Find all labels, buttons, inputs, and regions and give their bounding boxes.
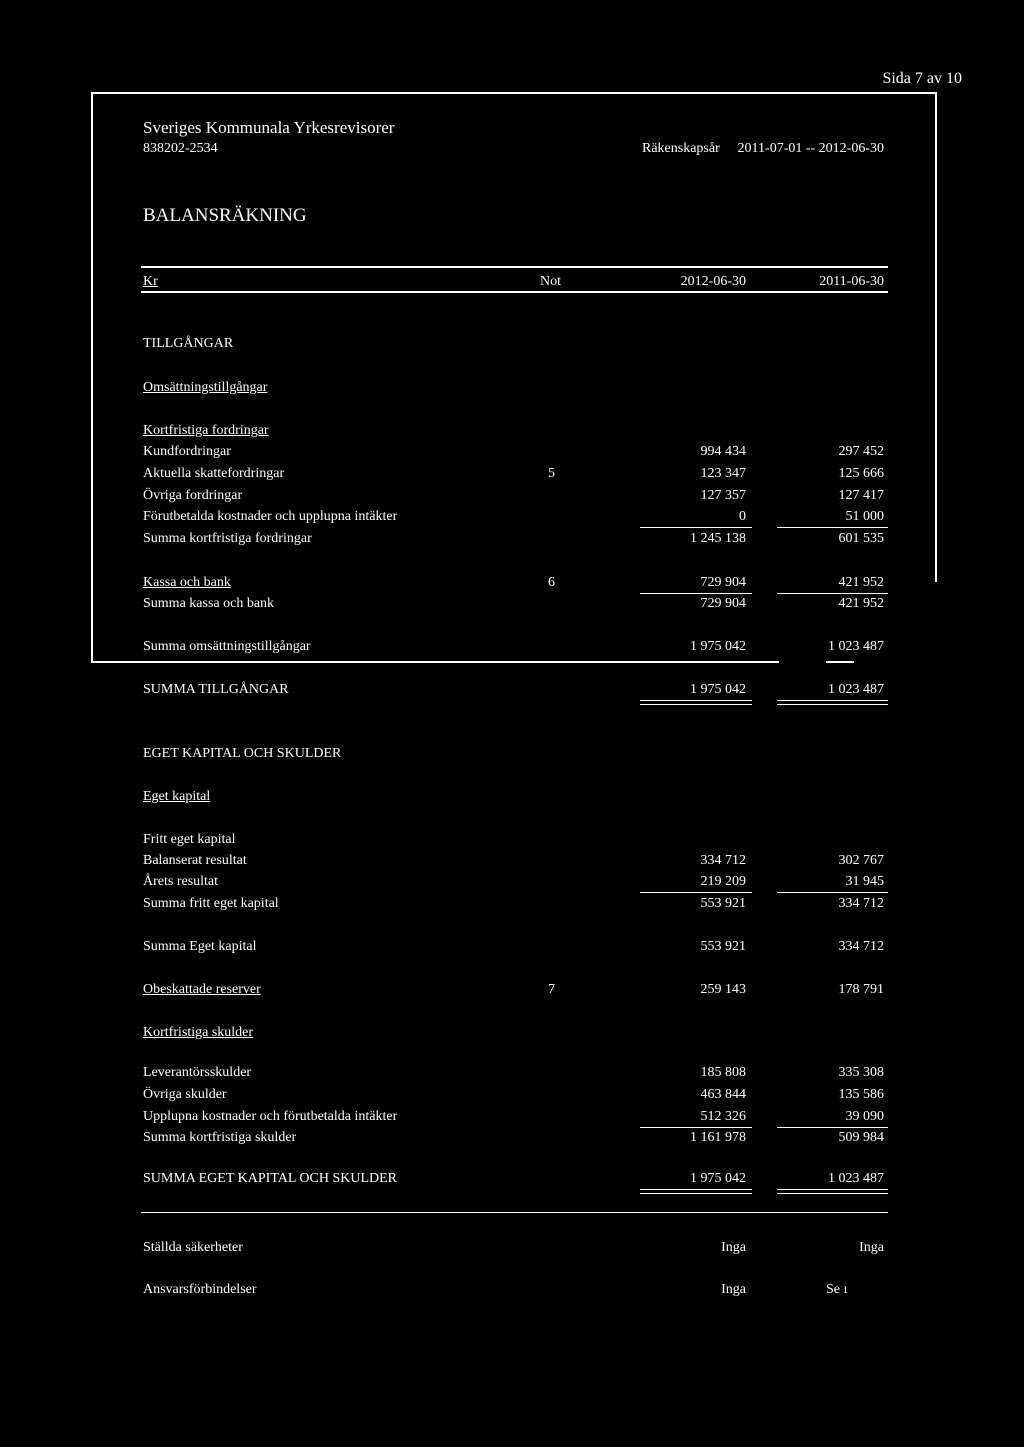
row-value-2011: 302 767	[838, 853, 884, 868]
row-eget-kapital: Eget kapital	[143, 789, 211, 804]
row-label: Kundfordringar	[143, 444, 231, 459]
row-value-2012: 259 143	[700, 982, 746, 997]
row-value-2011: 334 712	[838, 896, 884, 911]
fiscal-year-label: Räkenskapsår	[642, 141, 720, 156]
org-name: Sveriges Kommunala Yrkesrevisorer	[143, 118, 395, 137]
row-value-2012: 512 326	[700, 1109, 746, 1124]
subtotal-rule	[777, 593, 888, 594]
frame-bottom	[91, 661, 779, 663]
document-title: BALANSRÄKNING	[143, 205, 307, 226]
row-note: 7	[548, 982, 555, 997]
row-label: Övriga fordringar	[143, 488, 243, 503]
row-label: Summa Eget kapital	[143, 939, 257, 954]
fiscal-year-value: 2011-07-01 -- 2012-06-30	[737, 141, 884, 156]
row-label: Summa fritt eget kapital	[143, 896, 279, 911]
column-header-rule-top	[141, 266, 888, 268]
row-value-2011: 178 791	[838, 982, 884, 997]
col-header-2011: 2011-06-30	[819, 274, 884, 289]
total-double-rule	[640, 700, 752, 701]
row-eget-kapital-och-skulder: EGET KAPITAL OCH SKULDER	[143, 746, 342, 761]
row-value-2011: 135 586	[838, 1087, 884, 1102]
row-value-2011: 601 535	[838, 531, 884, 546]
total-double-rule	[777, 1193, 888, 1194]
row-value-2012: 994 434	[700, 444, 746, 459]
row-label: Summa kortfristiga fordringar	[143, 531, 312, 546]
row-omsattningstillgangar: Omsättningstillgångar	[143, 380, 268, 395]
row-value-2011: 127 417	[838, 488, 884, 503]
row-label: Balanserat resultat	[143, 853, 247, 868]
row-value-2011: 31 945	[845, 874, 884, 889]
col-header-note: Not	[540, 274, 561, 289]
row-kortfristiga-skulder: Kortfristiga skulder	[143, 1025, 254, 1040]
row-tillgangar: TILLGÅNGAR	[143, 336, 234, 351]
col-header-label: Kr	[143, 274, 158, 289]
row-value-2012: 553 921	[700, 896, 746, 911]
row-label: Summa kortfristiga skulder	[143, 1130, 297, 1145]
total-double-rule	[777, 1189, 888, 1190]
row-note: 6	[548, 575, 555, 590]
subtotal-rule	[777, 892, 888, 893]
row-value-2012: 1 975 042	[690, 1171, 746, 1186]
org-number: 838202-2534	[143, 141, 218, 156]
section-separator	[141, 1212, 888, 1213]
row-value-2012: Inga	[721, 1282, 746, 1297]
row-label: SUMMA EGET KAPITAL OCH SKULDER	[143, 1171, 398, 1186]
row-value-2012: 729 904	[700, 596, 746, 611]
row-value-2011: 51 000	[845, 509, 884, 524]
subtotal-rule	[777, 527, 888, 528]
row-value-2011: 334 712	[838, 939, 884, 954]
total-double-rule	[640, 1193, 752, 1194]
row-label: Ställda säkerheter	[143, 1240, 243, 1255]
row-value-2012: 127 357	[700, 488, 746, 503]
subtotal-rule	[777, 1127, 888, 1128]
row-value-2011: 421 952	[838, 575, 884, 590]
row-value-2012: Inga	[721, 1240, 746, 1255]
total-double-rule	[640, 1189, 752, 1190]
row-value-2012: 1 975 042	[690, 639, 746, 654]
column-header-rule-bottom	[141, 291, 888, 293]
row-value-2012: 123 347	[700, 466, 746, 481]
subtotal-rule	[640, 593, 752, 594]
row-label: Ansvarsförbindelser	[143, 1282, 257, 1297]
row-label: Summa kassa och bank	[143, 596, 275, 611]
row-label: Leverantörsskulder	[143, 1065, 252, 1080]
row-fritt-eget-kapital: Fritt eget kapital	[143, 832, 236, 847]
page-indicator: Sida 7 av 10	[882, 70, 962, 87]
row-value-2011: 39 090	[845, 1109, 884, 1124]
row-value-2012: 1 975 042	[690, 682, 746, 697]
row-value-2011: 125 666	[838, 466, 884, 481]
row-value-2012: 334 712	[700, 853, 746, 868]
row-value-2012: 1 161 978	[690, 1130, 746, 1145]
frame-bottom-fragment	[826, 661, 854, 663]
row-value-2011: Se ı	[826, 1282, 848, 1297]
row-value-2011: 335 308	[838, 1065, 884, 1080]
row-note: 5	[548, 466, 555, 481]
row-label: Obeskattade reserver	[143, 982, 261, 997]
row-value-2011: 509 984	[838, 1130, 884, 1145]
row-value-2011: 297 452	[838, 444, 884, 459]
row-kortfristiga-fordringar: Kortfristiga fordringar	[143, 423, 269, 438]
row-value-2012: 463 844	[700, 1087, 746, 1102]
row-value-2011: 1 023 487	[828, 1171, 884, 1186]
row-value-2012: 729 904	[700, 575, 746, 590]
subtotal-rule	[640, 1127, 752, 1128]
col-header-2012: 2012-06-30	[680, 274, 746, 289]
row-value-2011: 1 023 487	[828, 682, 884, 697]
row-value-2012: 1 245 138	[690, 531, 746, 546]
frame-right	[935, 92, 937, 582]
row-label: Förutbetalda kostnader och upplupna intäkter	[143, 509, 398, 524]
row-value-2012: 185 808	[700, 1065, 746, 1080]
row-label: Årets resultat	[143, 874, 219, 889]
row-value-2011: 1 023 487	[828, 639, 884, 654]
total-double-rule	[777, 704, 888, 705]
row-value-2012: 553 921	[700, 939, 746, 954]
row-label: Kassa och bank	[143, 575, 231, 590]
row-value-2011: Inga	[859, 1240, 884, 1255]
row-value-2012: 219 209	[700, 874, 746, 889]
row-label: Aktuella skattefordringar	[143, 466, 285, 481]
row-value-2012: 0	[739, 509, 746, 524]
row-label: Summa omsättningstillgångar	[143, 639, 311, 654]
frame-left	[91, 92, 93, 662]
subtotal-rule	[640, 527, 752, 528]
total-double-rule	[777, 700, 888, 701]
subtotal-rule	[640, 892, 752, 893]
row-label: SUMMA TILLGÅNGAR	[143, 682, 289, 697]
total-double-rule	[640, 704, 752, 705]
frame-top	[91, 92, 937, 94]
row-value-2011: 421 952	[838, 596, 884, 611]
row-label: Upplupna kostnader och förutbetalda intäkter	[143, 1109, 398, 1124]
row-label: Övriga skulder	[143, 1087, 227, 1102]
